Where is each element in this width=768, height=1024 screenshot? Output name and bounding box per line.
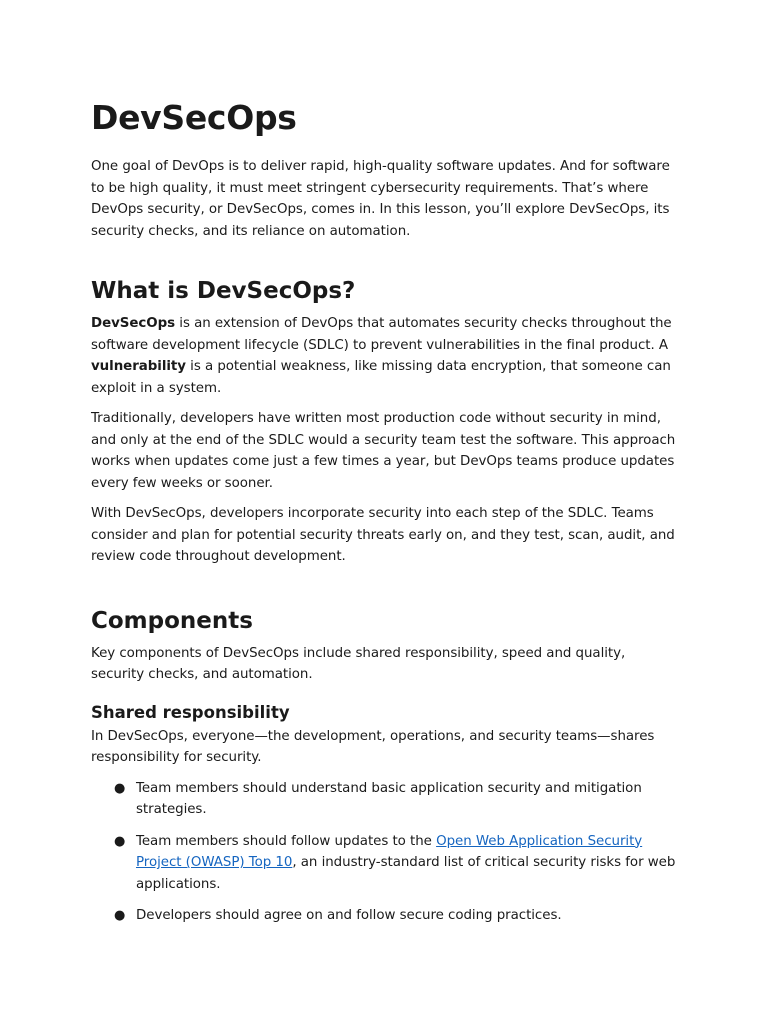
bullet-icon: ● <box>114 780 126 796</box>
list-item-text: Team members should understand basic application security and mitigation strategies. <box>136 780 642 817</box>
spacer <box>91 577 680 605</box>
with-devsecops-paragraph: With DevSecOps, developers incorporate security into each step of the SDLC. Teams consider and plan for potential security threats early on, and they test, scan, audit, and review code throughout development. <box>91 506 675 564</box>
traditional-paragraph: Traditionally, developers have written most production code without security in mind, and only at the end of the SDLC would a security team test the software. This approach works when updates come just a few times a year, but DevOps teams produce updates every few weeks or sooner. <box>91 411 676 491</box>
list-item <box>114 778 680 821</box>
bullet-icon: ● <box>114 833 126 849</box>
intro-paragraph: One goal of DevOps is to deliver rapid, high-quality software updates. And for software to be high quality, it must meet stringent cybersecurity requirements. That’s where DevOps security, or DevSecOps, comes in. In this lesson, you’ll explore DevSecOps, its security checks, and its reliance on automation. <box>91 159 670 239</box>
list-item <box>114 905 680 927</box>
subsection-heading-shared-responsibility: Shared responsibility <box>91 702 290 722</box>
section-heading-what-is: What is DevSecOps? <box>91 278 356 304</box>
list-item <box>114 831 680 896</box>
page-title: DevSecOps <box>91 98 297 137</box>
section-heading-components: Components <box>91 607 253 634</box>
list-item-text: Developers should agree on and follow secure coding practices. <box>136 908 562 923</box>
bullet-icon: ● <box>114 908 126 923</box>
list-item-text-pre: Team members should follow updates to the <box>136 833 437 849</box>
components-intro: Key components of DevSecOps include shared responsibility, speed and quality, security checks, and automation. <box>91 645 626 682</box>
term-vulnerability: vulnerability <box>91 359 186 374</box>
definition-paragraph <box>91 313 680 399</box>
definition-text-b: is a potential weakness, like missing data encryption, that someone can exploit in a system. <box>91 359 671 396</box>
owasp-top-10-link[interactable]: Open Web Application Security Project (OWASP) Top 10 <box>136 833 643 870</box>
shared-responsibility-list <box>91 778 680 927</box>
spacer <box>91 251 680 275</box>
shared-responsibility-text: In DevSecOps, everyone—the development, operations, and security teams—shares responsibility for security. <box>91 728 655 765</box>
term-devsecops: DevSecOps <box>91 316 176 331</box>
definition-text-a: is an extension of DevOps that automates security checks throughout the software development lifecycle (SDLC) to prevent vulnerabilities in the final product. A <box>91 316 672 353</box>
list-item-text-post: , an industry-standard list of critical security risks for web applications. <box>136 855 676 892</box>
